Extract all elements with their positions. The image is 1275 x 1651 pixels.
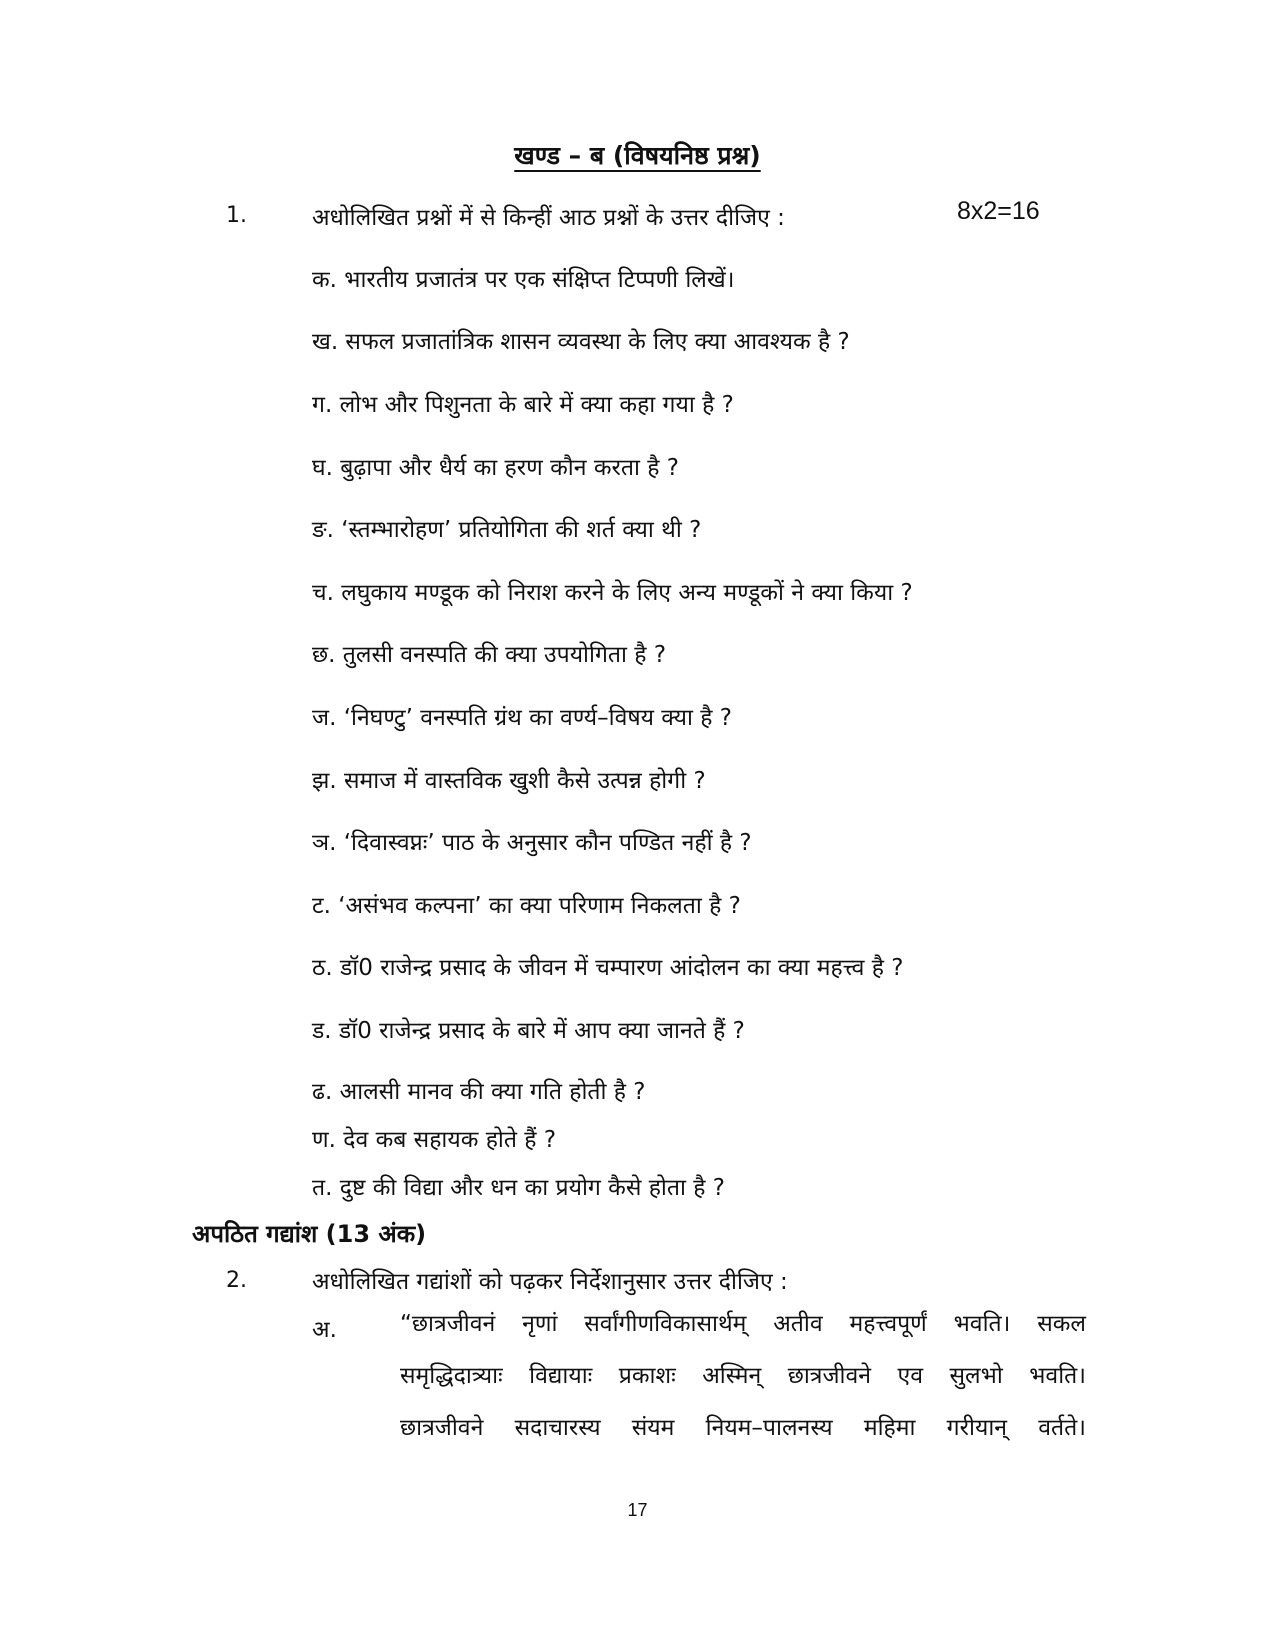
question-1-item: ग. लोभ और पिशुनता के बारे में क्या कहा गया है ?	[312, 392, 734, 418]
question-1-item: त. दुष्ट की विद्या और धन का प्रयोग कैसे होता है ?	[312, 1175, 725, 1201]
question-1-item: क. भारतीय प्रजातंत्र पर एक संक्षिप्त टिप्पणी लिखें।	[312, 267, 735, 293]
question-2-number: 2.	[226, 1268, 247, 1293]
question-2-instruction: अधोलिखित गद्यांशों को पढ़कर निर्देशानुसार उत्तर दीजिए :	[312, 1269, 788, 1295]
question-1-number: 1.	[226, 203, 247, 228]
section-heading: खण्ड – ब (विषयनिष्ठ प्रश्न)	[514, 141, 761, 170]
question-1-item: ढ. आलसी मानव की क्या गति होती है ?	[312, 1079, 646, 1105]
question-1-item: ज. ‘निघण्टु’ वनस्पति ग्रंथ का वर्ण्य–विषय क्या है ?	[312, 705, 732, 731]
passage-label: अ.	[312, 1317, 337, 1343]
page-number: 17	[627, 1500, 648, 1520]
passage-line: समृद्धिदात्र्याः विद्यायाः प्रकाशः अस्मिन् छात्रजीवने एव सुलभो भवति।	[400, 1363, 1086, 1389]
question-1-item: ट. ‘असंभव कल्पना’ का क्या परिणाम निकलता है ?	[312, 893, 741, 919]
question-1-item: ञ. ‘दिवास्वप्नः’ पाठ के अनुसार कौन पण्डित नहीं है ?	[312, 830, 752, 856]
question-1-item: ङ. ‘स्तम्भारोहण’ प्रतियोगिता की शर्त क्या थी ?	[312, 517, 702, 543]
passage-line: “छात्रजीवनं नृणां सर्वांगीणविकासार्थम् अतीव महत्त्वपूर्णं भवति। सकल	[400, 1311, 1086, 1337]
unseen-passage-section-title: अपठित गद्यांश (13 अंक)	[192, 1220, 427, 1248]
question-1-item: ण. देव कब सहायक होते हैं ?	[312, 1127, 557, 1153]
question-1-item: घ. बुढ़ापा और धैर्य का हरण कौन करता है ?	[312, 455, 679, 481]
question-1-marks: 8x2=16	[957, 197, 1040, 225]
question-1-item: छ. तुलसी वनस्पति की क्या उपयोगिता है ?	[312, 642, 667, 668]
question-1-instruction: अधोलिखित प्रश्नों में से किन्हीं आठ प्रश्नों के उत्तर दीजिए :	[312, 205, 785, 231]
question-1-item: ठ. डॉ0 राजेन्द्र प्रसाद के जीवन में चम्पारण आंदोलन का क्या महत्त्व है ?	[312, 955, 904, 981]
question-1-item: ड. डॉ0 राजेन्द्र प्रसाद के बारे में आप क्या जानते हैं ?	[312, 1018, 745, 1044]
passage-text	[400, 1298, 1086, 1454]
question-1-item: झ. समाज में वास्तविक खुशी कैसे उत्पन्न होगी ?	[312, 768, 706, 794]
question-1-item: ख. सफल प्रजातांत्रिक शासन व्यवस्था के लिए क्या आवश्यक है ?	[312, 329, 850, 355]
question-1-item: च. लघुकाय मण्डूक को निराश करने के लिए अन्य मण्डूकों ने क्या किया ?	[312, 580, 913, 606]
passage-line: छात्रजीवने सदाचारस्य संयम नियम–पालनस्य महिमा गरीयान् वर्तते।	[400, 1415, 1086, 1441]
